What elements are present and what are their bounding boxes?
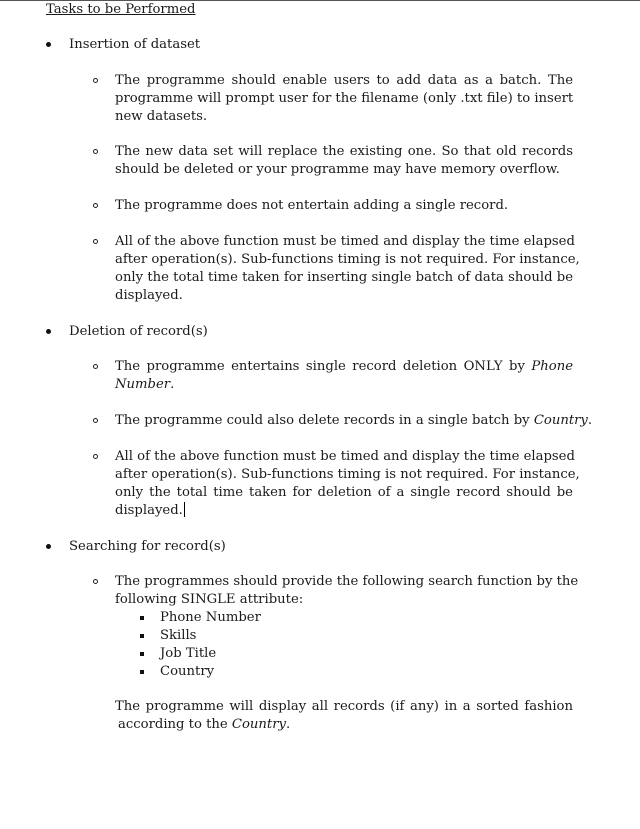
- circle-bullet-icon: [93, 239, 98, 244]
- circle-bullet-icon: [93, 203, 98, 208]
- square-bullet-icon: [140, 616, 144, 620]
- bullet-icon: [46, 42, 51, 47]
- circle-bullet-icon: [93, 454, 98, 459]
- attribute-list-item: Job Title: [160, 646, 217, 661]
- insertion-item-timing: All of the above function must be timed and display the time elapsed after operation(s). Sub-functions timing is not required. For instance, only the total time taken for inserting single batch of data should be displayed.: [115, 234, 580, 303]
- square-bullet-icon: [140, 652, 144, 656]
- deletion-item-timing: All of the above function must be timed and display the time elapsed after operation(s). Sub-functions timing is not required. For instance, only the total time taken for deletion of a single record should be displayed.: [115, 449, 580, 518]
- section-title-deletion: Deletion of record(s): [69, 324, 208, 339]
- section-title-searching: Searching for record(s): [69, 539, 226, 554]
- square-bullet-icon: [140, 670, 144, 674]
- deletion-item-country: The programme could also delete records in a single batch by Country.: [115, 413, 593, 428]
- circle-bullet-icon: [93, 78, 98, 83]
- bullet-icon: [46, 544, 51, 549]
- attribute-list-item: Phone Number: [160, 610, 261, 625]
- circle-bullet-icon: [93, 364, 98, 369]
- deletion-item-phone: The programme entertains single record deletion ONLY by Phone Number.: [115, 359, 574, 392]
- page-heading: Tasks to be Performed: [46, 2, 196, 17]
- circle-bullet-icon: [93, 149, 98, 154]
- insertion-item-replace: The new data set will replace the existing one. So that old records should be deleted or your programme may have memory overflow.: [115, 144, 573, 177]
- attribute-list-item: Skills: [160, 628, 197, 643]
- circle-bullet-icon: [93, 579, 98, 584]
- search-sort-note: The programme will display all records (if any) in a sorted fashion according to the Country.: [115, 699, 573, 732]
- section-title-insertion: Insertion of dataset: [69, 37, 201, 52]
- bullet-icon: [46, 329, 51, 334]
- search-item-attributes: The programmes should provide the following search function by the following SINGLE attribute:: [115, 574, 579, 607]
- square-bullet-icon: [140, 634, 144, 638]
- attribute-list-item: Country: [160, 664, 215, 679]
- insertion-item-batch: The programme should enable users to add data as a batch. The programme will prompt user for the filename (only .txt file) to insert new datasets.: [115, 73, 574, 124]
- circle-bullet-icon: [93, 418, 98, 423]
- insertion-item-single: The programme does not entertain adding a single record.: [115, 198, 509, 213]
- text-cursor: [184, 502, 185, 517]
